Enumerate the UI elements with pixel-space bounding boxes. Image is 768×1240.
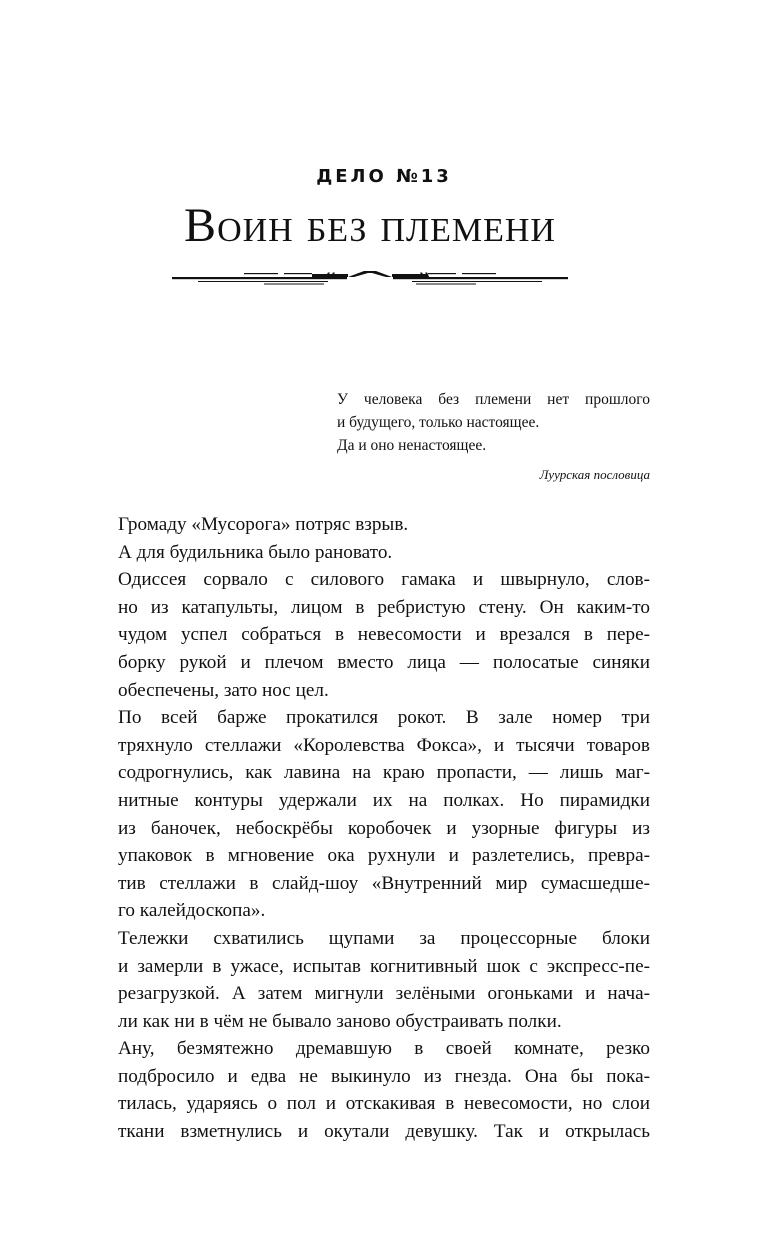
- text-line: тив стеллажи в слайд-шоу «Внутренний мир сумасшедше-: [118, 872, 650, 894]
- text-line: упаковок в мгновение ока рухнули и разлетелись, преврa-: [118, 845, 650, 867]
- text-line: обеспечены, зато нос цел.: [118, 679, 329, 701]
- epigraph-line: и будущего, только настоящее.: [337, 414, 540, 431]
- text-line: подбросило и едва не выкинуло из гнезда. Она бы пока-: [118, 1065, 650, 1087]
- text-line: борку рукой и плечом вместо лица — полосатые синяки: [118, 651, 650, 673]
- text-line: Одиссея сорвало с силового гамака и швырнуло, слов-: [118, 569, 650, 591]
- epigraph-source: Луурская пословица: [539, 467, 650, 482]
- text-line: Тележки схватились щупами за процессорные блоки: [118, 927, 650, 949]
- text-line: По всей барже прокатился рокот. В зале номер три: [118, 707, 650, 729]
- text-line: Громаду «Мусорога» потряс взрыв.: [118, 514, 409, 535]
- text-line: Ану, безмятежно дремавшую в своей комнате, резко: [118, 1038, 650, 1060]
- chapter-label: ДЕЛО №13: [316, 166, 452, 187]
- epigraph-line: У человека без племени нет прошлого: [337, 391, 650, 408]
- text-line: А для будильника было рановато.: [118, 541, 393, 563]
- body-text: [118, 511, 650, 1146]
- text-line: содрогнулись, как лавина на краю пропасти, — лишь маг-: [118, 762, 650, 784]
- chapter-title: Воин без племени: [184, 199, 556, 252]
- epigraph-line: Да и оно ненастоящее.: [337, 437, 487, 454]
- text-line: и замерли в ужасе, испытав когнитивный шок с экспресс-пе-: [118, 955, 650, 977]
- epigraph: [337, 388, 650, 486]
- text-line: тилась, ударяясь о пол и отскакивая в невесомости, но слои: [118, 1093, 650, 1115]
- text-line: го калейдоскопа».: [118, 900, 266, 922]
- text-line: ткани взметнулись и окутали девушку. Так и открылась: [118, 1121, 650, 1143]
- text-line: нитные контуры удержали их на полках. Но пирамидки: [118, 789, 650, 811]
- text-line: но из катапульты, лицом в ребристую стену. Он каким-то: [118, 596, 650, 618]
- text-line: тряхнуло стеллажи «Королевства Фокса», и тысячи товаров: [118, 734, 650, 756]
- text-line: из баночек, небоскрёбы коробочек и узорные фигуры из: [118, 817, 650, 839]
- title-divider-ornament: [172, 268, 568, 288]
- text-line: ли как ни в чём не бывало заново обустраивать полки.: [118, 1010, 562, 1032]
- text-line: резагрузкой. А затем мигнули зелёными огоньками и нача-: [118, 983, 650, 1005]
- text-line: чудом успел собраться в невесомости и врезался в пере-: [118, 624, 650, 646]
